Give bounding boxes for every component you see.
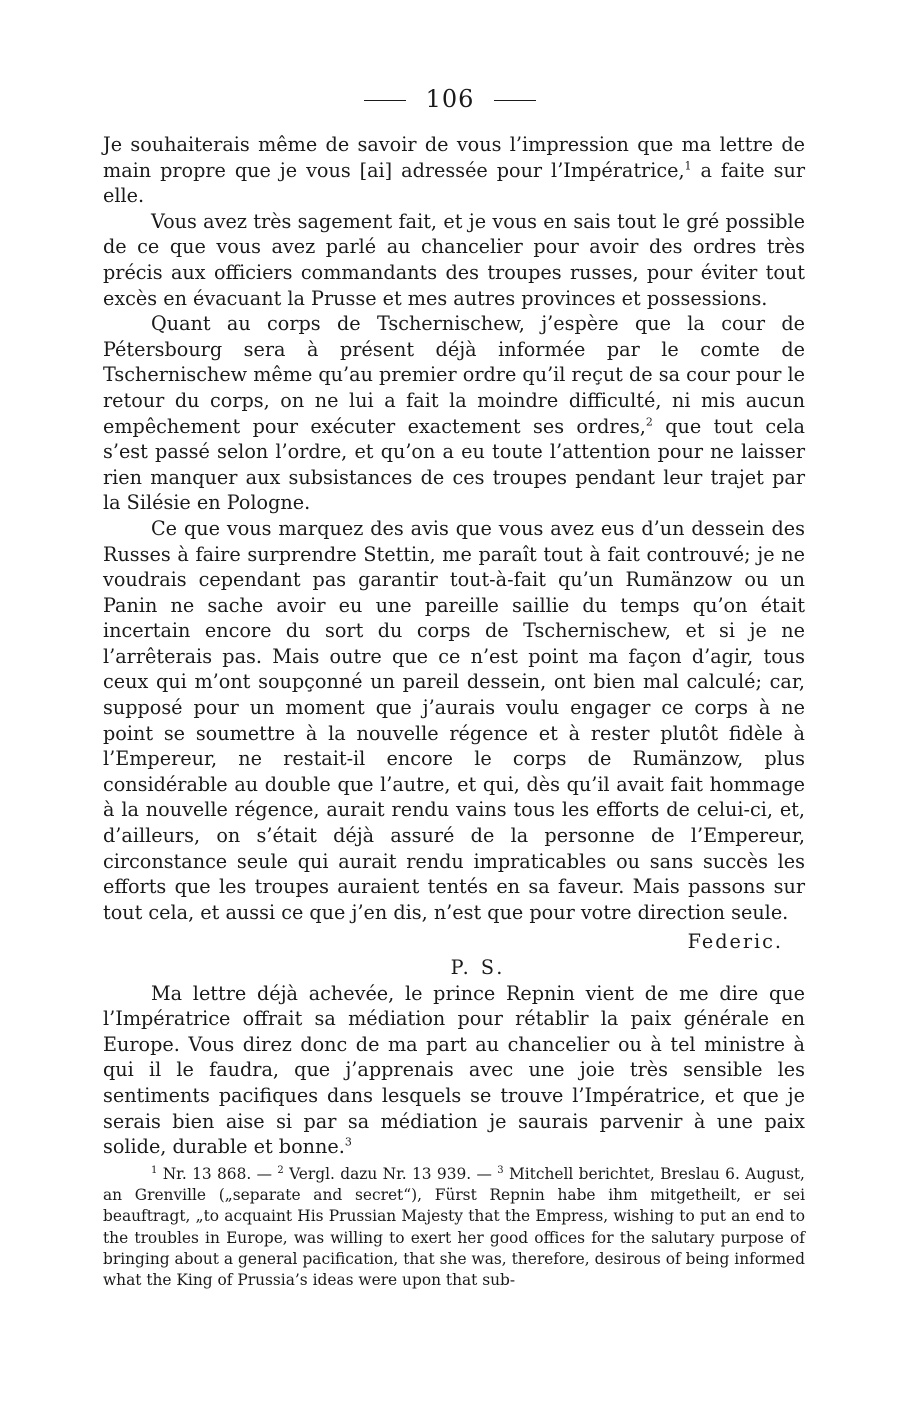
page-number-header xyxy=(0,84,900,114)
page-number: 106 xyxy=(425,85,475,113)
note-ref-3: 3 xyxy=(344,1135,352,1149)
ps-heading: P. S. xyxy=(450,956,506,979)
footnotes xyxy=(103,1164,805,1291)
footnote-marker-3: 3 xyxy=(497,1164,504,1176)
footnote-block xyxy=(103,1164,805,1291)
ps-paragraph xyxy=(103,981,805,1160)
paragraph-1 xyxy=(103,132,805,209)
footnote-1: Nr. 13 868. — xyxy=(162,1165,272,1183)
header-dash-right xyxy=(494,100,536,101)
paragraph-3-text-a: Quant au corps de Tschernischew, j’espère que la cour de Pétersbourg sera à présent déjà informée par le comte de Tschernischew même qu’au premier ordre qu’il reçut de sa cour pour le retour du corps, on ne lui a fait la moindre difficulté, ni mis aucun empêchement pour exécuter exactement ses ordres, xyxy=(103,312,805,438)
note-ref-1: 1 xyxy=(684,159,692,173)
paragraph-1-text-b: a faite sur elle. xyxy=(103,158,805,208)
paragraph-3-text-b: que tout cela s’est passé selon l’ordre, et qu’on a eu toute l’attention pour ne laisser rien manquer aux subsistances de ces troupes pendant leur trajet par la Silésie en Pologne. xyxy=(103,414,805,515)
footnote-2: Vergl. dazu Nr. 13 939. — xyxy=(289,1165,492,1183)
footnote-3: Mitchell berichtet, Breslau 6. August, an Grenville („separate and secret“), Fürst Repnin habe ihm mitgetheilt, er sei beauftragt, „to acquaint His Prussian Majesty that the Empress, wishing to put an end to the troubles in Europe, was willing to exert her good offices for the salutary purpose of bringing about a general pacification, that she was, therefore, desirous of being informed what the King of Prussia’s ideas were upon that sub- xyxy=(103,1165,805,1290)
letter-body xyxy=(103,132,805,1160)
paragraph-4-text: Ce que vous marquez des avis que vous avez eus d’un dessein des Russes à faire surprendre Stettin, me paraît tout à fait controuvé; je ne voudrais cependant pas garantir tout-à-fait qu’un Rumänzow ou un Panin ne sache avoir eu une pareille saillie du temps qu’on était incertain encore du sort du corps de Tschernischew, et si je ne l’arrêterais pas. Mais outre que ce n’est point ma façon d’agir, tous ceux qui m’ont soupçonné un pareil dessein, ont bien mal calculé; car, supposé pour un moment que j’aurais voulu engager ce corps à ne point se soumettre à la nouvelle régence et à rester plutôt fidèle à l’Empereur, ne restait-il encore le corps de Rumänzow, plus considérable au double que l’autre, et qui, dès qu’il avait fait hommage à la nouvelle régence, aurait rendu vains tous les efforts de celui-ci, et, d’ailleurs, on s’était déjà assuré de la personne de l’Empereur, circonstance seule qui aurait rendu impraticables ou sans succès les efforts que les troupes auraient tentés en sa faveur. Mais passons sur tout cela, et aussi ce que j’en dis, n’est que pour votre direction seule. xyxy=(103,516,805,924)
paragraph-2: Vous avez très sagement fait, et je vous en sais tout le gré possible de ce que vous avez parlé au chancelier pour avoir des ordres très précis aux officiers commandants des troupes russes, pour éviter tout excès en évacuant la Prusse et mes autres provinces et possessions. xyxy=(103,209,805,310)
footnote-marker-2: 2 xyxy=(277,1164,284,1176)
footnote-marker-1: 1 xyxy=(151,1164,158,1176)
signature: Federic. xyxy=(687,930,783,954)
paragraph-3 xyxy=(103,311,805,516)
ps-text: Ma lettre déjà achevée, le prince Repnin vient de me dire que l’Impératrice offrait sa médiation pour rétablir la paix générale en Europe. Vous direz donc de ma part au chancelier ou à tel ministre à qui il le faudra, que j’apprenais avec une joie très sensible les sentiments pacifiques dans lesquels se trouve l’Impératrice, et que je serais bien aise si par sa médiation je saurais parvenir à une paix solide, durable et bonne. xyxy=(103,981,805,1159)
note-ref-2: 2 xyxy=(645,415,653,429)
header-dash-left xyxy=(364,100,406,101)
paragraph-4 xyxy=(103,516,805,926)
paragraph-1-text-a: Je souhaiterais même de savoir de vous l’impression que ma lettre de main propre que je vous [ai] adressée pour l’Impératrice, xyxy=(103,133,805,182)
